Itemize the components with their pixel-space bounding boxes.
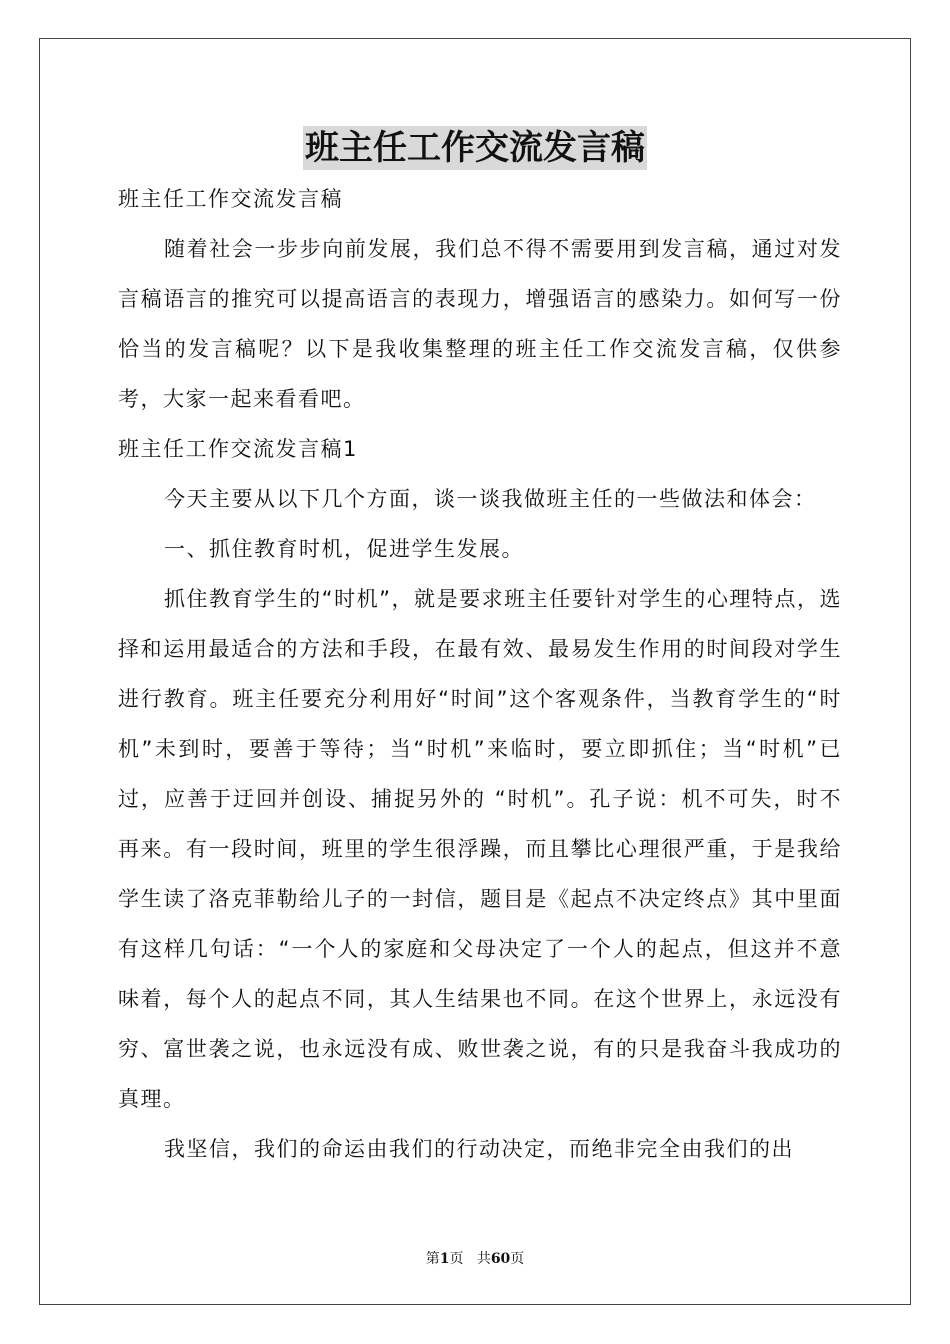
document-body — [118, 174, 842, 1174]
paragraph-continuation: 我坚信，我们的命运由我们的行动决定，而绝非完全由我们的出 — [164, 1137, 794, 1161]
paragraph-body: 抓住教育学生的“时机”，就是要求班主任要针对学生的心理特点，选择和运用最适合的方法和手段，在最有效、最易发生作用的时间段对学生进行教育。班主任要充分利用好“时间”这个客观条件，当教育学生的“时机”未到时，要善于等待；当“时机”来临时，要立即抓住；当“时机”已过，应善于迂回并创设、捕捉另外的 “时机”。孔子说：机不可失，时不再来。有一段时间，班里的学生很浮躁，而且攀比心理很严重，于是我给学生读了洛克菲勒给儿子的一封信，题目是《起点不决定终点》其中里面有这样几句话：“一个人的家庭和父母决定了一个人的起点，但这并不意味着，每个人的起点不同，其人生结果也不同。在这个世界上，永远没有穷、富世袭之说，也永远没有成、败世袭之说，有的只是我奋斗我成功的真理。 — [118, 587, 842, 1111]
page-number: 1 — [439, 1251, 450, 1267]
total-suffix: 页 — [510, 1251, 525, 1267]
paragraph-subtitle: 班主任工作交流发言稿 — [118, 187, 343, 211]
page-footer — [0, 1248, 950, 1268]
paragraph-section-heading: 班主任工作交流发言稿1 — [118, 437, 358, 461]
paragraph-opening: 今天主要从以下几个方面，谈一谈我做班主任的一些做法和体会： — [164, 487, 817, 511]
document-title: 班主任工作交流发言稿 — [305, 128, 645, 168]
paragraph-point-heading: 一、抓住教育时机，促进学生发展。 — [164, 537, 524, 561]
page-label-prefix: 第 — [425, 1251, 440, 1267]
total-prefix: 共 — [476, 1251, 491, 1267]
title-container — [0, 126, 950, 170]
paragraph-intro: 随着社会一步步向前发展，我们总不得不需要用到发言稿，通过对发言稿语言的推究可以提高语言的表现力，增强语言的感染力。如何写一份恰当的发言稿呢？以下是我收集整理的班主任工作交流发言稿，仅供参考，大家一起来看看吧。 — [118, 237, 842, 411]
total-pages: 60 — [490, 1251, 511, 1267]
page-label-suffix: 页 — [449, 1251, 464, 1267]
